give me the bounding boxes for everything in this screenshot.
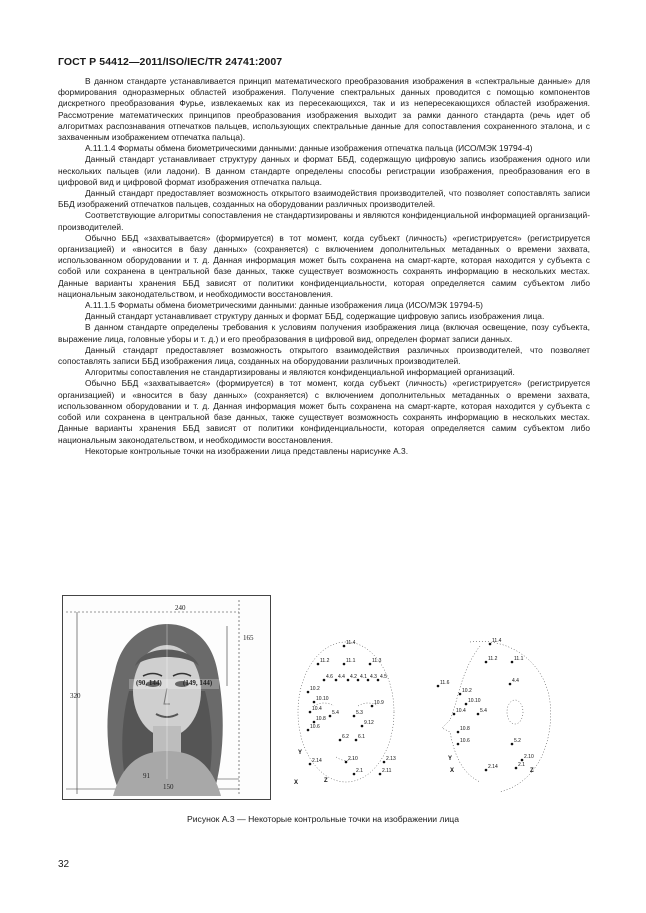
feature-point-marker — [509, 683, 512, 686]
feature-point-label: 10.10 — [468, 698, 481, 704]
feature-point-label: 10.6 — [310, 724, 320, 730]
feature-point-label: 11.1 — [346, 658, 356, 664]
document-header: ГОСТ Р 54412—2011/ISO/IEC/TR 24741:2007 — [58, 56, 283, 68]
feature-point-label: 2.10 — [524, 754, 534, 760]
axis-label: Y — [298, 750, 303, 756]
feature-point-marker — [459, 693, 462, 696]
feature-point-marker — [345, 761, 348, 764]
feature-point-label: 4.5 — [380, 674, 387, 680]
feature-point-marker — [465, 703, 468, 706]
feature-point-marker — [353, 773, 356, 776]
paragraph: Соответствующие алгоритмы сопоставления не стандартизированы и являются конфиденциальной информацией организаций-производителей. — [58, 210, 590, 232]
feature-point-label: 2.14 — [488, 764, 498, 770]
axis-label: X — [294, 780, 299, 786]
feature-point-marker — [515, 767, 518, 770]
feature-point-label: 2.10 — [348, 756, 358, 762]
feature-point-label: 5.2 — [514, 738, 521, 744]
feature-point-label: 10.2 — [310, 686, 320, 692]
feature-point-marker — [485, 769, 488, 772]
dimension-label: 150 — [163, 783, 174, 791]
feature-point-label: 10.6 — [460, 738, 470, 744]
face-photo-illustration — [63, 596, 270, 799]
feature-point-marker — [379, 773, 382, 776]
dimension-label: 240 — [175, 604, 186, 612]
feature-point-marker — [453, 713, 456, 716]
feature-point-marker — [457, 731, 460, 734]
profile-feature-points-diagram — [420, 632, 570, 802]
feature-point-label: 4.4 — [512, 678, 519, 684]
feature-point-label: 2.1 — [356, 768, 363, 774]
feature-point-label: 5.4 — [480, 708, 487, 714]
section-heading: А.11.1.5 Форматы обмена биометрическими данными: данные изображения лица (ИСО/МЭК 19794-5) — [85, 300, 483, 311]
feature-point-label: 4.3 — [370, 674, 377, 680]
body-text — [58, 76, 590, 457]
feature-point-label: 10.8 — [460, 726, 470, 732]
feature-point-label: 11.1 — [514, 656, 524, 662]
feature-point-label: 2.11 — [382, 768, 392, 774]
feature-point-label: 10.8 — [316, 716, 326, 722]
feature-point-label: 2.13 — [386, 756, 396, 762]
feature-point-marker — [355, 739, 358, 742]
feature-point-marker — [343, 663, 346, 666]
feature-point-label: 6.1 — [358, 734, 365, 740]
feature-point-marker — [353, 715, 356, 718]
feature-point-marker — [343, 645, 346, 648]
feature-point-marker — [489, 643, 492, 646]
figure-caption: Рисунок А.3 — Некоторые контрольные точки на изображении лица — [187, 814, 459, 824]
feature-point-label: 4.1 — [360, 674, 367, 680]
feature-point-marker — [329, 715, 332, 718]
feature-point-label: 10.2 — [462, 688, 472, 694]
feature-point-marker — [457, 743, 460, 746]
feature-point-marker — [335, 679, 338, 682]
feature-point-label: 4.6 — [326, 674, 333, 680]
feature-point-label: 2.1 — [518, 762, 525, 768]
feature-point-marker — [323, 679, 326, 682]
feature-point-label: 10.4 — [312, 706, 322, 712]
feature-points-group — [437, 638, 534, 774]
feature-points-group — [294, 640, 396, 786]
feature-point-marker — [317, 663, 320, 666]
dimension-label: 165 — [243, 634, 254, 642]
feature-point-marker — [371, 705, 374, 708]
dimension-label: (149, 144) — [183, 679, 213, 687]
feature-point-marker — [357, 679, 360, 682]
feature-point-marker — [369, 663, 372, 666]
paragraph: Алгоритмы сопоставления не стандартизированы и являются конфиденциальной информацией организаций. — [85, 367, 515, 378]
axis-label: Z — [324, 778, 328, 784]
feature-point-label: 10.9 — [374, 700, 384, 706]
feature-point-marker — [511, 661, 514, 664]
feature-point-marker — [347, 679, 350, 682]
feature-point-marker — [511, 743, 514, 746]
feature-point-marker — [437, 685, 440, 688]
feature-point-marker — [313, 701, 316, 704]
paragraph: В данном стандарте устанавливается принцип математического преобразования изображения в «спектральные данные» для формирования одноразмерных областей изображения. Получение спектральных данных проводится с помощью компонентов дискретного преобразования Фурье, извлекаемых как из пересекающихся, так и из непересекающихся областей изображения. Рассмотрение математических принципов преобразования изображения выходит за рамки данного стандарта (речь идет об алгоритмах распознавания отпечатков пальцев, использующих спектральные данные для сопоставления сохраненного эталона, и с захваченным изображением отпечатка пальца). — [58, 76, 590, 143]
feature-point-label: 4.4 — [338, 674, 345, 680]
paragraph: Данный стандарт предоставляет возможность открытого взаимодействия различных производителей, что позволяет сопоставлять записи ББД изображения лица, созданных на оборудовании различных производителей. — [58, 344, 590, 367]
paragraph: В данном стандарте определены требования к условиям получения изображения лица (включая освещение, позу субъекта, выражение лица, головные уборы и т. д.) и его преобразования в цифровой вид, определен формат записи данных. — [58, 322, 590, 344]
feature-point-marker — [361, 725, 364, 728]
paragraph: Данный стандарт устанавливает структуру данных и формат ББД, содержащую цифровую запись изображения одного или нескольких пальцев (или ладони). В данном стандарте определены способы регистрации изображения, преобразования его в цифровой вид и цифровой формат изображения отпечатка пальца. — [58, 154, 590, 187]
feature-point-marker — [477, 713, 480, 716]
feature-point-label: 11.3 — [372, 658, 382, 664]
dimension-label: 91 — [143, 772, 150, 780]
feature-point-marker — [309, 711, 312, 714]
feature-point-label: 10.4 — [456, 708, 466, 714]
feature-point-label: 9.12 — [364, 720, 374, 726]
paragraph: Данный стандарт предоставляет возможность открытого взаимодействия производителей, что позволяет сопоставлять записи ББД изображений отпечатков пальцев, созданных на оборудовании различных производителей. — [58, 188, 590, 210]
feature-point-label: 5.4 — [332, 710, 339, 716]
dimension-label: (90, 144) — [136, 679, 162, 687]
feature-point-marker — [383, 761, 386, 764]
feature-point-marker — [309, 763, 312, 766]
feature-point-marker — [367, 679, 370, 682]
feature-point-label: 2.14 — [312, 758, 322, 764]
feature-point-label: 11.2 — [488, 656, 498, 662]
paragraph: Обычно ББД «захватывается» (формируется) в тот момент, когда субъект (личность) «регистрируется» (регистрируется организацией) и «вносится в базу данных» (сохраняется) с включением дополнительных метаданных о времени захвата, использованном оборудовании и т. д. Данная информация может быть сохранена на смарт-карте, которая находится у субъекта с собой или сохранена в центральной базе данных, также существует возможность сохранять информацию в нескольких местах. Данные варианты хранения ББД зависят от политики конфиденциальности, которая определяется самим субъектом либо национальным законодательством, и необходимости восстановления. — [58, 378, 590, 445]
feature-point-label: 4.2 — [350, 674, 357, 680]
section-heading: А.11.1.4 Форматы обмена биометрическими данными: данные изображения отпечатка пальца (ИСО/МЭК 19794-4) — [85, 143, 533, 154]
feature-point-marker — [485, 661, 488, 664]
feature-point-label: 10.10 — [316, 696, 329, 702]
feature-point-marker — [313, 721, 316, 724]
feature-point-marker — [307, 691, 310, 694]
feature-point-label: 11.4 — [492, 638, 502, 644]
feature-point-marker — [377, 679, 380, 682]
feature-point-label: 6.2 — [342, 734, 349, 740]
feature-point-label: 11.6 — [440, 680, 450, 686]
dimension-label: 320 — [70, 692, 81, 700]
paragraph: Данный стандарт устанавливает структуру данных и формат ББД, содержащие цифровую запись изображения лица. — [85, 311, 545, 322]
feature-point-marker — [339, 739, 342, 742]
feature-point-label: 11.4 — [346, 640, 356, 646]
feature-point-marker — [307, 729, 310, 732]
paragraph: Обычно ББД «захватывается» (формируется) в тот момент, когда субъект (личность) «регистрируется» (регистрируется организацией) и «вносится в базу данных» (сохраняется) с включением дополнительных метаданных о времени захвата, использованном оборудовании и т. д. Данная информация может быть сохранена на смарт-карте, которая находится у субъекта с собой или сохранена в центральной базе данных, также существует возможность сохранять информацию в нескольких местах. Данные варианты хранения ББД зависят от политики конфиденциальности, которая определяется самим субъектом либо национальным законодательством, и необходимости восстановления. — [58, 232, 590, 299]
frontal-feature-points-diagram — [284, 632, 414, 802]
axis-label: Z — [530, 768, 534, 774]
feature-point-label: 11.2 — [320, 658, 330, 664]
page-number: 32 — [58, 859, 70, 870]
face-photo-figure — [62, 595, 271, 800]
feature-point-marker — [521, 759, 524, 762]
paragraph: Некоторые контрольные точки на изображении лица представлены нарисунке А.3. — [85, 445, 409, 456]
feature-point-label: 5.3 — [356, 710, 363, 716]
axis-label: Y — [448, 756, 453, 762]
axis-label: X — [450, 768, 455, 774]
